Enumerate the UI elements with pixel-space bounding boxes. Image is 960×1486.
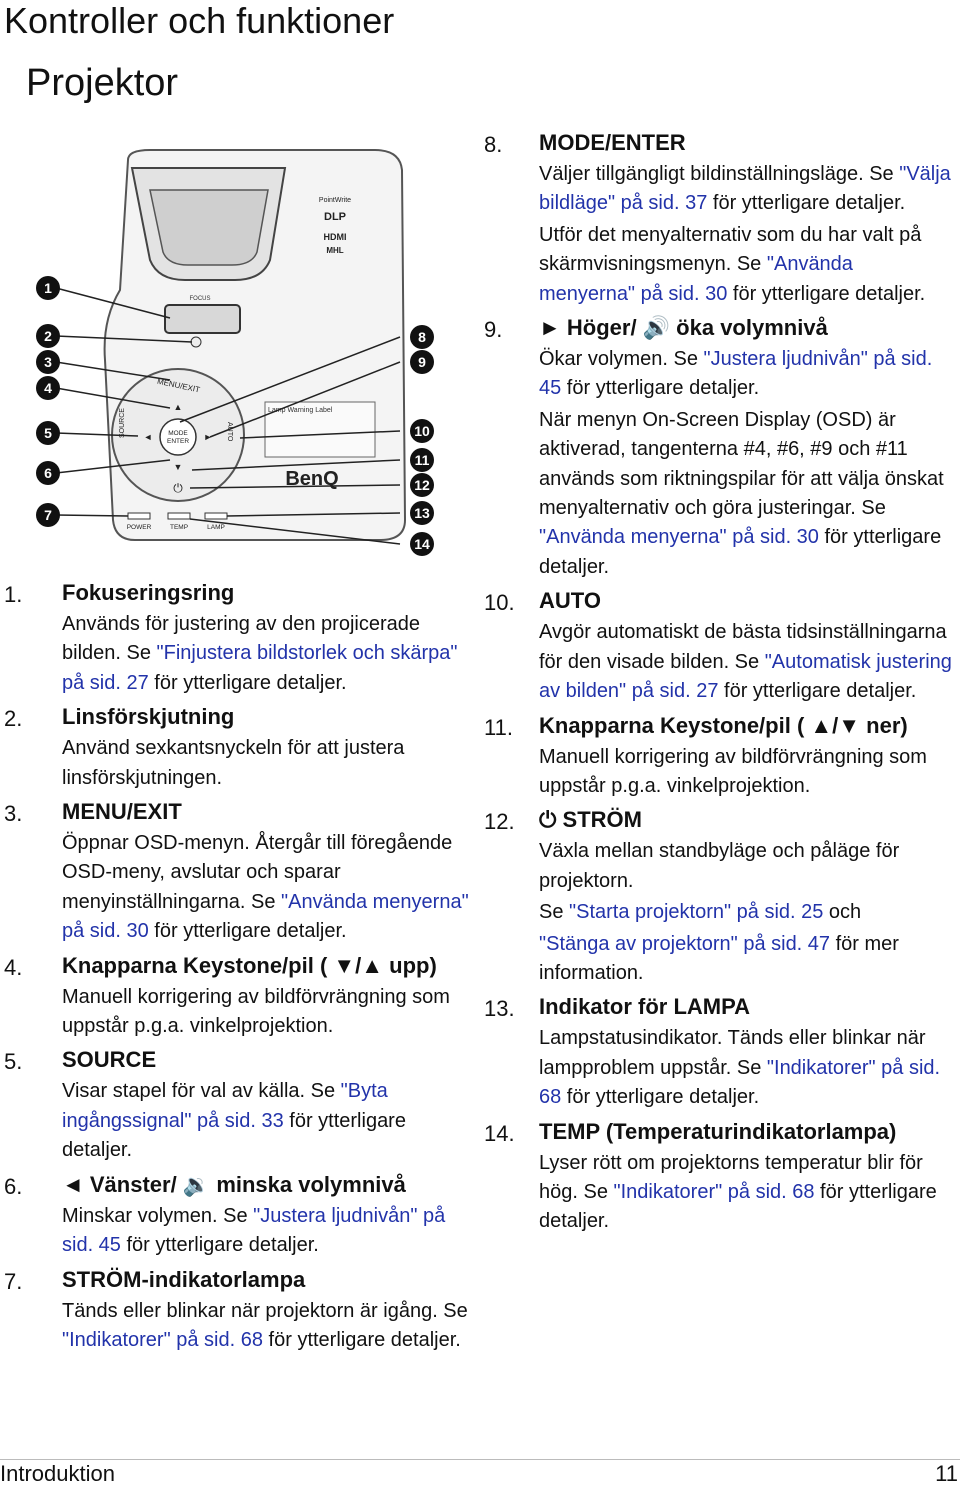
callout-13: 13 [410, 501, 434, 525]
description-text: Se [539, 901, 570, 924]
description-text: Öppnar OSD-menyn. Återgår till föregående OSD-meny, avslutar och sparar menyinställningarna. Se [62, 832, 453, 913]
item-heading: AUTO [539, 588, 601, 614]
item-number: 4. [4, 954, 23, 980]
description-text: Används för justering av den projicerade bilden. Se [62, 613, 420, 665]
item-description [539, 618, 954, 706]
left-column [0, 574, 476, 1359]
list-item [0, 797, 476, 947]
description-text: för ytterligare detaljer. [539, 526, 942, 578]
callout-9: 9 [410, 350, 434, 374]
lens-shift-screw [191, 337, 201, 347]
description-text: Visar stapel för val av källa. Se [62, 1080, 341, 1103]
description-text: för ytterligare detaljer. [262, 1328, 461, 1351]
list-item [484, 586, 954, 706]
page-reference-link[interactable]: "Justera ljudnivån" på sid. 45 [539, 348, 933, 400]
item-description [539, 898, 954, 927]
dlp-logo: DLP [324, 211, 346, 223]
description-text: Avgör automatiskt de bästa tidsinställningarna för den visade bilden. Se [539, 621, 947, 673]
projector-illustration [20, 140, 450, 570]
list-item [484, 1117, 954, 1237]
item-number: 8. [484, 132, 503, 157]
description-text: och [823, 901, 862, 924]
brand-logo: BenQ [285, 468, 339, 490]
item-description [539, 406, 954, 582]
page-reference-link[interactable]: "Finjustera bildstorlek och skärpa" på sid. 27 [62, 642, 458, 694]
callout-11: 11 [410, 448, 434, 472]
item-heading: Knapparna Keystone/pil ( ▲/▼ ner) [539, 712, 908, 738]
item-number: 13. [484, 996, 515, 1022]
page-reference-link[interactable]: "Automatisk justering av bilden" på sid. 27 [539, 650, 952, 703]
mode-enter-button [160, 419, 196, 455]
source-label: SOURCE [119, 408, 126, 438]
description-text: Använd sexkantsnyckeln för att justera linsförskjutningen. [62, 737, 405, 789]
description-text: för ytterligare detaljer. [727, 282, 926, 305]
description-text: för ytterligare detaljer. [62, 1109, 406, 1162]
lamp-warning-label: Lamp Warning Label [268, 407, 333, 414]
right-arrow-icon: ► [203, 432, 213, 442]
item-heading: STRÖM-indikatorlampa [62, 1266, 306, 1292]
page-reference-link[interactable]: "Välja bildläge" på sid. 37 [539, 163, 951, 215]
list-item [0, 1045, 476, 1165]
item-number: 12. [484, 809, 515, 835]
item-description [62, 610, 476, 698]
item-number: 1. [4, 582, 23, 607]
description-text: När menyn On-Screen Display (OSD) är aktiverad, tangenterna #4, #6, #9 och #11 används som riktningspilar för att välja önskat menyalternativ och göra justeringar. Se [539, 408, 944, 520]
menu-exit-label: MENU/EXIT [156, 376, 201, 395]
description-text: Minskar volymen. Se [62, 1204, 254, 1227]
list-item [0, 702, 476, 793]
item-description [62, 829, 476, 947]
callout-14: 14 [410, 532, 434, 556]
description-text: för ytterligare detaljer. [120, 1234, 319, 1257]
lamp-indicator-label: LAMP [207, 524, 225, 531]
item-number: 10. [484, 590, 515, 616]
description-text: Ökar volymen. Se [539, 348, 704, 371]
description-text: för ytterligare detaljer. [707, 192, 906, 215]
power-icon: ⏻ [173, 481, 183, 495]
callout-7: 7 [36, 503, 60, 527]
page-reference-link[interactable]: "Använda menyerna" på sid. 30 [539, 526, 819, 549]
callout-4: 4 [36, 376, 60, 400]
lens [150, 190, 268, 265]
item-number: 14. [484, 1120, 515, 1146]
description-text: Växla mellan standbyläge och påläge för projektorn. [539, 840, 900, 892]
item-heading: TEMP (Temperaturindikatorlampa) [539, 1118, 897, 1144]
item-heading: ⏻ STRÖM [539, 807, 642, 833]
item-heading: MODE/ENTER [539, 130, 686, 155]
item-heading: Linsförskjutning [62, 704, 235, 730]
temp-indicator [168, 513, 190, 519]
page-reference-link[interactable]: "Använda menyerna" på sid. 30 [539, 253, 853, 305]
hdmi-logo: HDMI [323, 232, 347, 242]
description-text: Manuell korrigering av bildförvrängning som uppstår p.g.a. vinkelprojektion. [62, 985, 450, 1038]
item-heading: SOURCE [62, 1047, 157, 1073]
focus-label: FOCUS [189, 296, 211, 302]
item-number: 11. [484, 714, 513, 740]
focus-ring [165, 305, 240, 333]
list-item [484, 711, 954, 802]
page-reference-link[interactable]: "Indikatorer" på sid. 68 [62, 1328, 263, 1351]
mhl-logo: MHL [326, 246, 344, 255]
item-number: 9. [484, 317, 503, 343]
item-heading: MENU/EXIT [62, 799, 182, 825]
item-description [539, 930, 954, 989]
description-text: för ytterligare detaljer. [561, 1086, 760, 1109]
footer-divider [0, 1459, 960, 1460]
item-heading: Fokuseringsring [62, 580, 235, 605]
page-reference-link[interactable]: "Indikatorer" på sid. 68 [613, 1180, 815, 1203]
page-reference-link[interactable]: "Indikatorer" på sid. 68 [539, 1056, 941, 1109]
description-text: för ytterligare detaljer. [718, 680, 917, 703]
pointwrite-logo: PointWrite [318, 197, 352, 204]
item-description [539, 1149, 954, 1237]
item-description [62, 734, 476, 793]
item-description [539, 743, 954, 802]
description-text: Lampstatusindikator. Tänds eller blinkar när lampproblem uppstår. Se [539, 1027, 926, 1079]
description-text: Manuell korrigering av bildförvrängning som uppstår p.g.a. vinkelprojektion. [539, 745, 927, 797]
power-indicator-label: POWER [126, 524, 152, 531]
callout-8: 8 [410, 325, 434, 349]
list-item [0, 578, 476, 698]
item-description [539, 1024, 954, 1112]
item-description [62, 1077, 476, 1165]
description-text: Väljer tillgängligt bildinställningsläge. Se [539, 163, 900, 185]
callout-2: 2 [36, 324, 60, 348]
callout-12: 12 [410, 473, 434, 497]
auto-label: AUTO [226, 422, 233, 442]
description-text: för ytterligare detaljer. [148, 671, 347, 694]
item-description [539, 837, 954, 896]
item-heading: ◄ Vänster/ 🔉 minska volymnivå [62, 1171, 406, 1197]
callout-5: 5 [36, 421, 60, 445]
description-text: Lyser rött om projektorns temperatur blir för hög. Se [539, 1151, 923, 1203]
item-number: 3. [4, 801, 23, 827]
page-reference-link[interactable]: "Starta projektorn" på sid. 25 [569, 901, 824, 924]
item-description [62, 983, 476, 1042]
item-heading: Indikator för LAMPA [539, 994, 751, 1020]
power-indicator [128, 513, 150, 519]
page-reference-link[interactable]: "Stänga av projektorn" på sid. 47 [539, 932, 831, 955]
description-text: för ytterligare detaljer. [148, 920, 347, 943]
description-text: Utför det menyalternativ som du har valt på skärmvisningsmenyn. Se [539, 223, 922, 276]
item-number: 7. [4, 1268, 23, 1294]
description-text: för ytterligare detaljer. [539, 1180, 937, 1233]
list-item [0, 1170, 476, 1261]
up-arrow-icon: ▲ [173, 402, 183, 412]
footer-section-name: Introduktion [0, 1461, 115, 1486]
item-description [539, 221, 954, 309]
list-item [484, 805, 954, 988]
section-title: Projektor [26, 62, 179, 104]
list-item [484, 313, 954, 582]
list-item [0, 1265, 476, 1356]
description-text: för ytterligare detaljer. [561, 377, 760, 400]
item-heading: Knapparna Keystone/pil ( ▼/▲ upp) [62, 952, 437, 978]
page-reference-link[interactable]: "Använda menyerna" på sid. 30 [62, 890, 469, 943]
mode-label: MODE [168, 430, 188, 437]
lamp-indicator [205, 513, 227, 519]
enter-label: ENTER [166, 438, 190, 445]
page-number: 11 [935, 1461, 958, 1486]
down-arrow-icon: ▼ [173, 462, 183, 472]
item-description [62, 1297, 476, 1356]
item-description [62, 1202, 476, 1261]
callout-3: 3 [36, 350, 60, 374]
callout-10: 10 [410, 419, 434, 443]
item-description [539, 345, 954, 404]
item-number: 5. [4, 1049, 23, 1075]
list-item [0, 951, 476, 1042]
page-title: Kontroller och funktioner [4, 0, 395, 41]
item-number: 2. [4, 706, 23, 732]
callout-1: 1 [36, 276, 60, 300]
item-number: 6. [4, 1173, 23, 1199]
temp-indicator-label: TEMP [169, 524, 189, 531]
page-reference-link[interactable]: "Byta ingångssignal" på sid. 33 [62, 1080, 388, 1132]
list-item [484, 992, 954, 1112]
page-reference-link[interactable]: "Justera ljudnivån" på sid. 45 [62, 1204, 446, 1257]
item-heading: ► Höger/ 🔊 öka volymnivå [539, 315, 828, 341]
list-item [484, 128, 954, 309]
callout-6: 6 [36, 461, 60, 485]
left-arrow-icon: ◄ [143, 432, 153, 442]
right-column [484, 124, 954, 1241]
description-text: Tänds eller blinkar när projektorn är igång. Se [62, 1299, 468, 1322]
item-description [539, 160, 954, 219]
projector-diagram [20, 140, 450, 570]
description-text: för mer information. [539, 932, 899, 984]
